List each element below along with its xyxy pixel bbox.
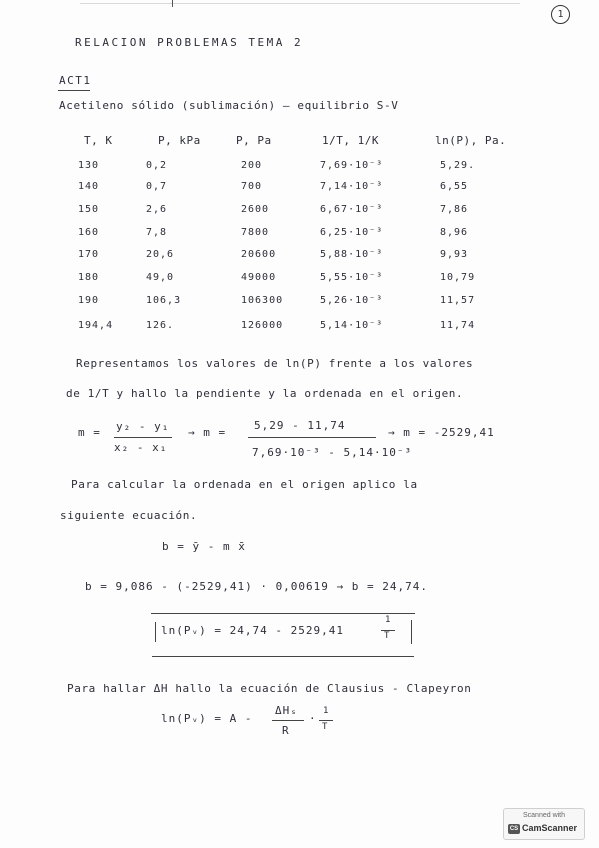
clausius-inv-t-denominator: T xyxy=(322,722,329,732)
camscanner-name: CamScanner xyxy=(522,823,578,833)
paragraph-line: Para calcular la ordenada en el origen aplico la xyxy=(71,478,418,491)
table-cell: 7,86 xyxy=(440,204,469,215)
page-top-edge xyxy=(80,0,520,4)
table-cell: 190 xyxy=(78,295,100,306)
table-cell: 9,93 xyxy=(440,249,469,260)
table-cell: 180 xyxy=(78,272,100,283)
paragraph-line: siguiente ecuación. xyxy=(60,509,198,522)
clausius-fraction-bar xyxy=(272,720,304,721)
boxed-equation: ln(Pᵥ) = 24,74 - 2529,41 xyxy=(161,624,344,637)
table-cell: 106300 xyxy=(241,295,284,306)
table-cell: 20,6 xyxy=(146,249,175,260)
box-top-border xyxy=(151,613,415,614)
clausius-inv-t-bar xyxy=(319,720,333,721)
table-cell: 170 xyxy=(78,249,100,260)
section-underline xyxy=(58,90,90,91)
clausius-inv-t-numerator: 1 xyxy=(323,706,330,716)
slope-denominator: x₂ - x₁ xyxy=(114,441,168,454)
table-cell: 7,8 xyxy=(146,227,168,238)
page-title: RELACION PROBLEMAS TEMA 2 xyxy=(75,36,304,49)
slope-arrow: → m = xyxy=(188,426,227,439)
table-header-p-kpa: P, kPa xyxy=(158,134,201,147)
table-cell: 2,6 xyxy=(146,204,168,215)
table-cell: 5,55·10⁻³ xyxy=(320,272,384,283)
table-cell: 5,26·10⁻³ xyxy=(320,295,384,306)
box-right-border xyxy=(411,620,412,644)
table-cell: 6,67·10⁻³ xyxy=(320,204,384,215)
table-cell: 126000 xyxy=(241,320,284,331)
table-cell: 194,4 xyxy=(78,320,114,331)
table-cell: 5,29. xyxy=(440,160,476,171)
slope-values-denominator: 7,69·10⁻³ - 5,14·10⁻³ xyxy=(252,446,413,459)
section-label: ACT1 xyxy=(59,74,92,87)
paragraph-line: de 1/T y hallo la pendiente y la ordenada en el origen. xyxy=(66,387,464,400)
table-cell: 700 xyxy=(241,181,263,192)
box-left-border xyxy=(155,622,156,642)
slope-numerator: y₂ - y₁ xyxy=(116,420,170,433)
clausius-numerator: ΔHₛ xyxy=(275,704,298,717)
table-cell: 150 xyxy=(78,204,100,215)
page-number-badge: 1 xyxy=(551,5,570,24)
camscanner-logo-icon: CS xyxy=(509,826,519,832)
boxed-fraction-numerator: 1 xyxy=(385,615,392,625)
intercept-calculation: b = 9,086 - (-2529,41) · 0,00619 → b = 24,74. xyxy=(85,580,429,593)
slope-fraction-bar xyxy=(114,437,172,438)
paragraph-line: Para hallar ΔH hallo la ecuación de Clausius - Clapeyron xyxy=(67,682,472,695)
table-cell: 6,25·10⁻³ xyxy=(320,227,384,238)
page-top-tick xyxy=(172,0,173,7)
clausius-lhs: ln(Pᵥ) = A - xyxy=(161,712,253,725)
scanned-with-label: Scanned with xyxy=(522,812,566,819)
box-bottom-border xyxy=(152,656,414,657)
intercept-formula: b = ȳ - m x̄ xyxy=(162,540,246,553)
boxed-fraction-denominator: T xyxy=(384,631,391,641)
table-cell: 5,88·10⁻³ xyxy=(320,249,384,260)
table-cell: 11,74 xyxy=(440,320,476,331)
table-header-inv-t: 1/T, 1/K xyxy=(322,134,379,147)
table-cell: 2600 xyxy=(241,204,270,215)
table-cell: 49,0 xyxy=(146,272,175,283)
clausius-denominator: R xyxy=(282,724,290,737)
slope-values-fraction-bar xyxy=(248,437,376,438)
slope-values-numerator: 5,29 - 11,74 xyxy=(254,419,346,432)
table-cell: 0,7 xyxy=(146,181,168,192)
table-cell: 8,96 xyxy=(440,227,469,238)
paragraph-line: Representamos los valores de ln(P) frente a los valores xyxy=(76,357,474,370)
table-cell: 7,14·10⁻³ xyxy=(320,181,384,192)
table-cell: 49000 xyxy=(241,272,277,283)
table-cell: 126. xyxy=(146,320,175,331)
table-cell: 0,2 xyxy=(146,160,168,171)
table-cell: 6,55 xyxy=(440,181,469,192)
table-cell: 10,79 xyxy=(440,272,476,283)
table-cell: 20600 xyxy=(241,249,277,260)
table-cell: 130 xyxy=(78,160,100,171)
table-header-ln-p: ln(P), Pa. xyxy=(435,134,507,147)
table-cell: 5,14·10⁻³ xyxy=(320,320,384,331)
table-header-t: T, K xyxy=(84,134,113,147)
camscanner-watermark xyxy=(503,808,585,840)
table-cell: 106,3 xyxy=(146,295,182,306)
table-cell: 160 xyxy=(78,227,100,238)
slope-lhs: m = xyxy=(78,426,101,439)
table-cell: 11,57 xyxy=(440,295,476,306)
table-cell: 140 xyxy=(78,181,100,192)
table-cell: 200 xyxy=(241,160,263,171)
table-cell: 7800 xyxy=(241,227,270,238)
table-cell: 7,69·10⁻³ xyxy=(320,160,384,171)
clausius-dot: · xyxy=(309,712,317,725)
slope-result: → m = -2529,41 xyxy=(388,426,495,439)
table-header-p-pa: P, Pa xyxy=(236,134,272,147)
intro-line: Acetileno sólido (sublimación) — equilibrio S-V xyxy=(59,99,399,112)
